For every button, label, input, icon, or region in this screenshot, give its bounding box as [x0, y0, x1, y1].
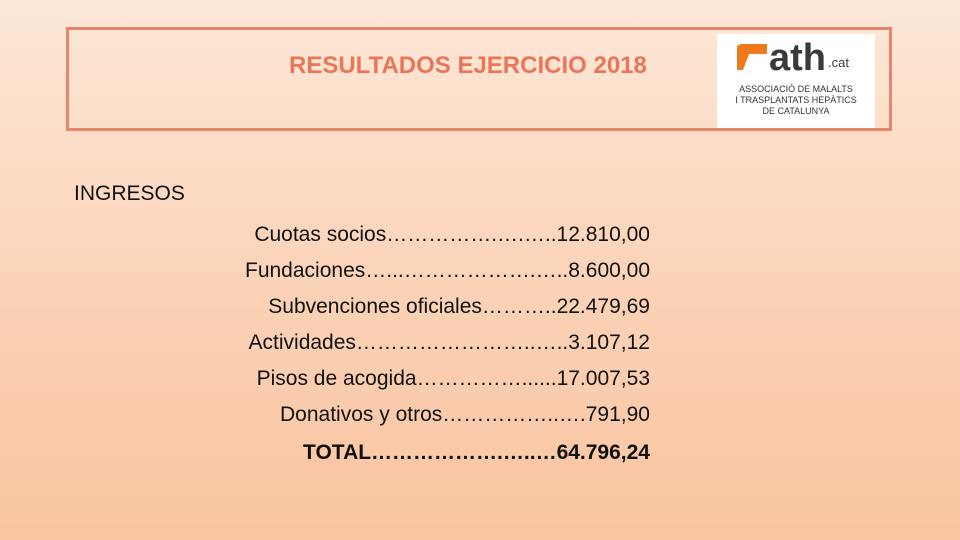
ath-logo-icon — [737, 44, 767, 70]
logo-suffix: .cat — [828, 55, 849, 70]
logo-name: ath — [769, 37, 826, 79]
row-cuotas-socios: Cuotas socios…………….….…..12.810,00 — [254, 223, 650, 246]
row-donativos: Donativos y otros……………..….791,90 — [280, 403, 650, 426]
row-actividades: Actividades……………………..…..3.107,12 — [248, 331, 650, 354]
logo-tagline-1: ASSOCIACIÓ DE MALALTS — [739, 84, 853, 94]
row-subvenciones: Subvenciones oficiales………..22.479,69 — [268, 295, 650, 318]
row-total: TOTAL……………….…..…64.796,24 — [303, 441, 650, 464]
row-fundaciones: Fundaciones…...……………….…..8.600,00 — [245, 259, 650, 282]
ath-logo — [717, 34, 875, 128]
logo-tagline-2: I TRASPLANTATS HEPÀTICS — [735, 95, 857, 105]
logo-tagline-3: DE CATALUNYA — [762, 106, 830, 116]
title-box — [66, 27, 892, 131]
row-pisos-acogida: Pisos de acogida……………......17.007,53 — [256, 367, 650, 390]
page-title: RESULTADOS EJERCICIO 2018 — [289, 52, 647, 79]
ingresos-heading: INGRESOS — [74, 182, 185, 205]
